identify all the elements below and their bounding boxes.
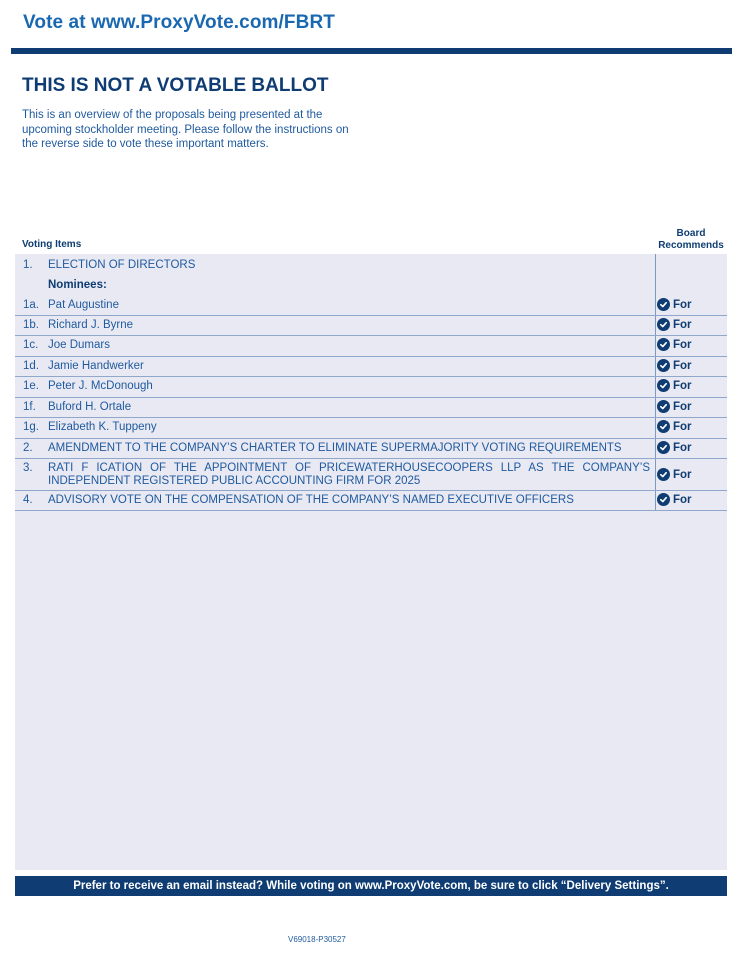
table-row	[15, 357, 727, 377]
item-text: Richard J. Byrne	[48, 319, 134, 331]
item-text: Joe Dumars	[48, 339, 110, 351]
item-number: 1d.	[23, 360, 39, 372]
recommendation-label: For	[673, 468, 692, 481]
recommendation	[657, 359, 692, 372]
recommendation	[657, 318, 692, 331]
header-title: Vote at www.ProxyVote.com/FBRT	[23, 12, 335, 33]
item-number: 1f.	[23, 401, 36, 413]
check-circle-icon	[657, 298, 670, 311]
item-text: ADVISORY VOTE ON THE COMPENSATION OF THE COMPANY’S NAMED EXECUTIVE OFFICERS	[48, 494, 574, 506]
item-number: 2.	[23, 442, 33, 454]
recommendation-label: For	[673, 493, 692, 506]
item-text: Jamie Handwerker	[48, 360, 144, 372]
recommendation-label: For	[673, 420, 692, 433]
item-number: 1e.	[23, 380, 39, 392]
table-row	[15, 459, 727, 491]
check-circle-icon	[657, 379, 670, 392]
item-text: RATI F ICATION OF THE APPOINTMENT OF PRICEWATERHOUSECOOPERS LLP AS THE COMPANY’S INDEPENDENT REGISTERED PUBLIC ACCOUNTING FIRM FOR 2025	[48, 462, 650, 487]
recommendation	[657, 468, 692, 481]
check-circle-icon	[657, 338, 670, 351]
item-number: 3.	[23, 462, 33, 474]
recommendation	[657, 338, 692, 351]
voting-items-header: Voting Items	[22, 239, 82, 250]
board-recommends-line2: Recommends	[658, 239, 724, 251]
table-row	[15, 336, 727, 357]
recommendation-label: For	[673, 318, 692, 331]
table-row	[15, 295, 727, 316]
recommendation-label: For	[673, 298, 692, 311]
recommendation	[657, 420, 692, 433]
item-number: 1b.	[23, 319, 39, 331]
item-text: Pat Augustine	[48, 299, 119, 311]
item-number: 1g.	[23, 421, 39, 433]
recommendation	[657, 379, 692, 392]
header-divider	[11, 48, 732, 54]
item-text: Elizabeth K. Tuppeny	[48, 421, 157, 433]
check-circle-icon	[657, 318, 670, 331]
item-number: 1a.	[23, 299, 39, 311]
item-number: 1.	[23, 259, 33, 271]
check-circle-icon	[657, 359, 670, 372]
document-code: V69018-P30527	[288, 935, 346, 944]
check-circle-icon	[657, 441, 670, 454]
intro-paragraph: This is an overview of the proposals being presented at the upcoming stockholder meeting. Please follow the instructions on the reverse side to vote these important matters.	[22, 109, 349, 150]
board-recommends-line1: Board	[676, 228, 706, 239]
table-row	[15, 491, 727, 511]
table-row	[15, 316, 727, 336]
item-text: AMENDMENT TO THE COMPANY’S CHARTER TO ELIMINATE SUPERMAJORITY VOTING REQUIREMENTS	[48, 442, 622, 454]
item-text: Buford H. Ortale	[48, 401, 132, 413]
item-text: ELECTION OF DIRECTORS	[48, 259, 196, 271]
board-recommends-header	[654, 228, 728, 251]
delivery-settings-notice: Prefer to receive an email instead? While voting on www.ProxyVote.com, be sure to click “Delivery Settings”.	[15, 876, 727, 896]
table-row	[15, 377, 727, 398]
recommendation	[657, 298, 692, 311]
recommendation	[657, 493, 692, 506]
nominees-label: Nominees:	[48, 279, 107, 291]
recommendation	[657, 441, 692, 454]
check-circle-icon	[657, 420, 670, 433]
recommendation	[657, 400, 692, 413]
check-circle-icon	[657, 493, 670, 506]
voting-item-1	[15, 259, 727, 277]
recommendation-label: For	[673, 338, 692, 351]
recommendation-label: For	[673, 359, 692, 372]
item-number: 1c.	[23, 339, 39, 351]
item-number: 4.	[23, 494, 33, 506]
check-circle-icon	[657, 400, 670, 413]
item-text: Peter J. McDonough	[48, 380, 153, 392]
table-row	[15, 418, 727, 439]
recommendation-label: For	[673, 441, 692, 454]
page-title: THIS IS NOT A VOTABLE BALLOT	[22, 75, 329, 96]
check-circle-icon	[657, 468, 670, 481]
table-row	[15, 439, 727, 459]
recommendation-label: For	[673, 379, 692, 392]
table-row	[15, 398, 727, 418]
recommendation-label: For	[673, 400, 692, 413]
